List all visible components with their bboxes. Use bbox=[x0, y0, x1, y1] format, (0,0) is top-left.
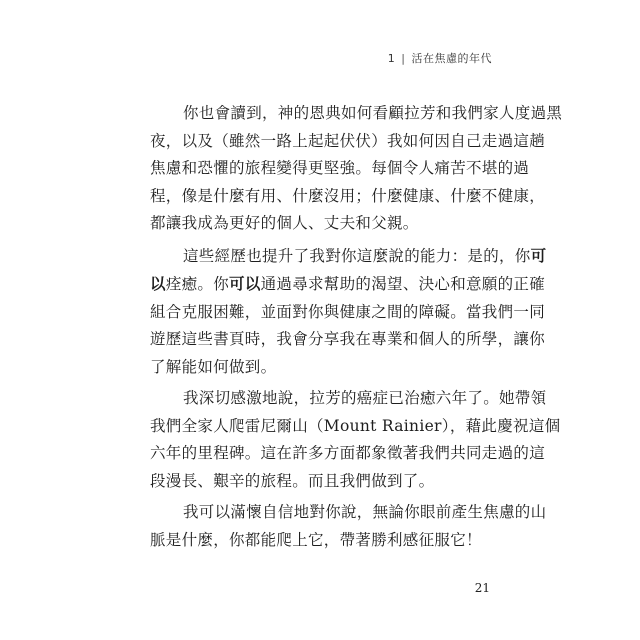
text-line: 焦慮和恐懼的旅程變得更堅強。每個令人痛苦不堪的過 bbox=[150, 159, 530, 177]
text-line bbox=[150, 242, 547, 271]
text-line: 組合克服困難，並面對你與健康之間的障礙。當我們一同 bbox=[150, 302, 546, 321]
emphasis-text: 可 bbox=[530, 245, 547, 265]
text-line: 遊歷這些書頁時，我會分享我在專業和個人的所學，讓你 bbox=[150, 330, 546, 348]
text-line: 段漫長、艱辛的旅程。而且我們做到了。 bbox=[150, 471, 435, 490]
text-line: 了解能如何做到。 bbox=[150, 357, 277, 376]
text-line: 夜，以及（雖然一路上起起伏伏）我如何因自己走過這趟 bbox=[150, 131, 546, 150]
paragraph bbox=[150, 385, 561, 495]
running-header bbox=[388, 50, 492, 66]
text-line: 你也會讀到，神的恩典如何看顧拉芳和我們家人度過黑 bbox=[183, 104, 563, 122]
chapter-number: 1 bbox=[387, 52, 396, 65]
body-text bbox=[150, 100, 563, 554]
emphasis-text: 以 bbox=[150, 274, 166, 293]
paragraph bbox=[150, 499, 547, 554]
text-line: 程，像是什麼有用、什麼沒用；什麼健康、什麼不健康， bbox=[150, 186, 546, 205]
text-line: 我可以滿懷自信地對你說，無論你眼前產生焦慮的山 bbox=[183, 503, 547, 521]
chapter-title: 活在焦慮的年代 bbox=[411, 52, 492, 65]
text-line: 六年的里程碑。這在許多方面都象徵著我們共同走過的這 bbox=[150, 444, 546, 462]
text-run: 這些經歷也提升了我對你這麼說的能力：是的，你 bbox=[183, 246, 531, 265]
emphasis-text: 可以 bbox=[229, 274, 261, 293]
text-line bbox=[150, 270, 546, 299]
paragraph bbox=[150, 242, 547, 382]
text-run: 通過尋求幫助的渴望、決心和意願的正確 bbox=[260, 275, 546, 293]
text-line: 脈是什麼，你都能爬上它，帶著勝利感征服它！ bbox=[150, 530, 482, 549]
page-number: 21 bbox=[474, 581, 490, 595]
text-line: 我們全家人爬雷尼爾山（Mount Rainier），藉此慶祝這個 bbox=[150, 416, 561, 435]
text-line: 都讓我成為更好的個人、丈夫和父親。 bbox=[150, 214, 419, 232]
paragraph bbox=[150, 100, 563, 238]
text-line: 我深切感激地說，拉芳的癌症已治癒六年了。她帶領 bbox=[183, 389, 547, 407]
text-run: 痊癒。你 bbox=[165, 275, 230, 293]
header-separator: | bbox=[401, 52, 406, 65]
